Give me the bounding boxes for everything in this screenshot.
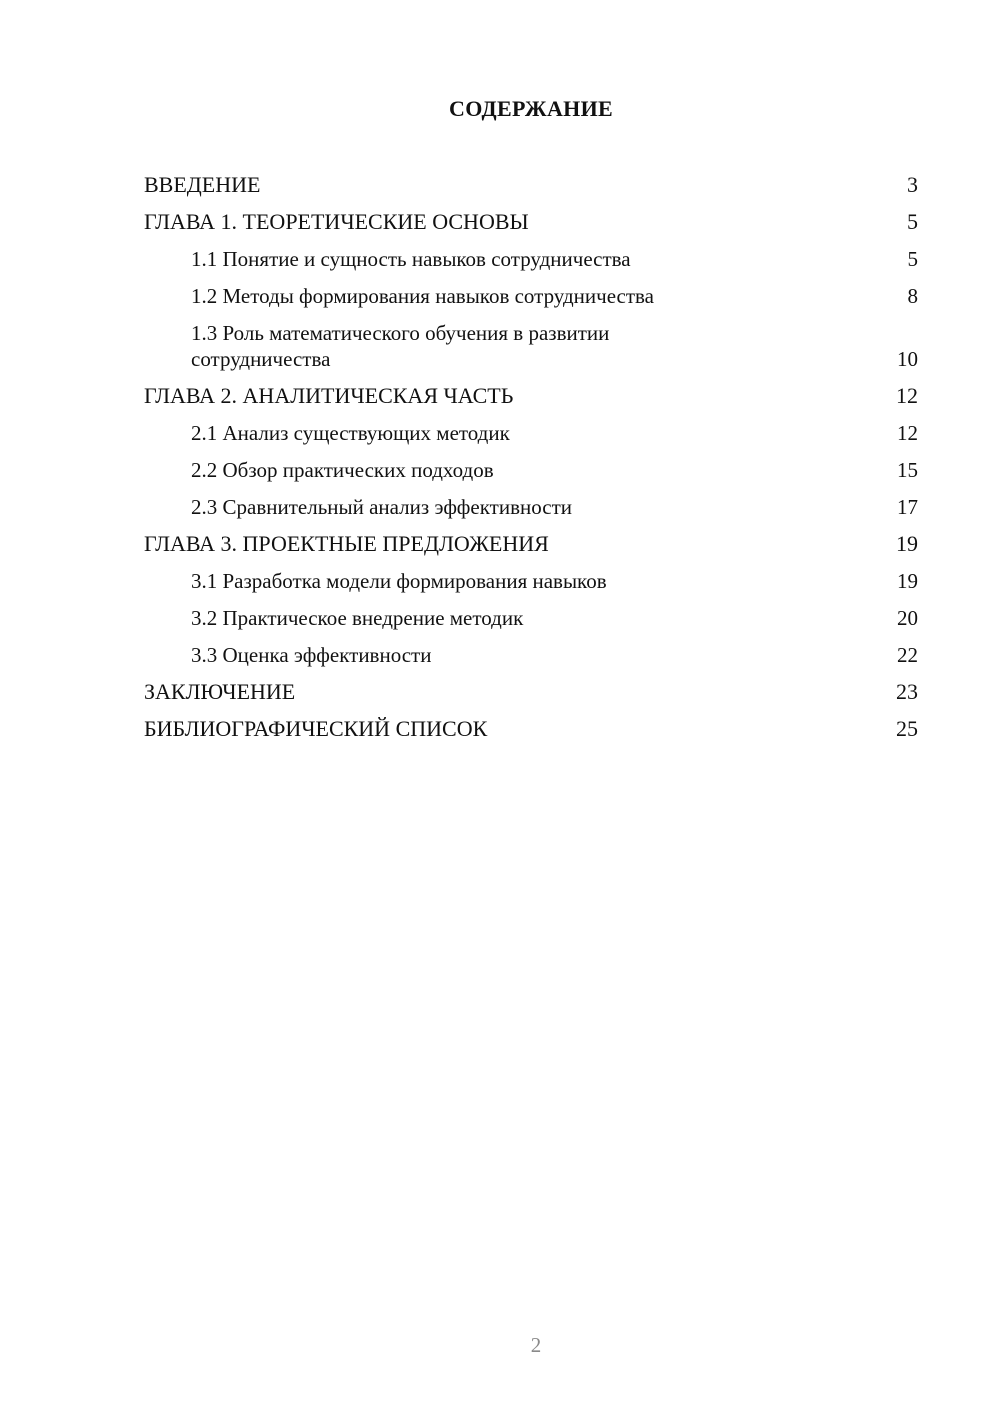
toc-subentry[interactable] xyxy=(144,277,918,314)
toc-entry[interactable] xyxy=(144,525,918,562)
toc-entry-text: 2.3 Сравнительный анализ эффективности xyxy=(191,494,572,519)
toc-entry-text: 3.2 Практическое внедрение методик xyxy=(191,605,524,630)
toc-entry-page: 12 xyxy=(896,382,918,408)
toc-entry-text: 1.3 Роль математического обучения в развитии сотрудничества xyxy=(191,320,610,371)
toc-entry-text: 1.2 Методы формирования навыков сотрудничества xyxy=(191,283,655,308)
toc-entry-page: 5 xyxy=(907,246,918,271)
toc-entry-page: 22 xyxy=(897,642,918,667)
toc-entry[interactable] xyxy=(144,166,918,203)
toc-entry-text: 1.1 Понятие и сущность навыков сотрудничества xyxy=(191,246,631,271)
toc-entry-page: 3 xyxy=(907,171,918,197)
toc-entry-text: ВВЕДЕНИЕ xyxy=(144,171,261,197)
toc-list xyxy=(144,166,918,747)
toc-entry-text: 2.2 Обзор практических подходов xyxy=(191,457,494,482)
toc-entry-page: 8 xyxy=(907,283,918,308)
toc-entry[interactable] xyxy=(144,203,918,240)
toc-subentry[interactable] xyxy=(144,562,918,599)
toc-entry-page: 23 xyxy=(896,678,918,704)
toc-subentry[interactable] xyxy=(144,314,918,377)
toc-subentry[interactable] xyxy=(144,414,918,451)
toc-entry[interactable] xyxy=(144,673,918,710)
toc-entry-page: 19 xyxy=(896,530,918,556)
toc-entry[interactable] xyxy=(144,377,918,414)
toc-entry-page: 19 xyxy=(897,568,918,593)
toc-heading: СОДЕРЖАНИЕ xyxy=(449,96,613,121)
toc-entry-text: 2.1 Анализ существующих методик xyxy=(191,420,510,445)
toc-entry-page: 10 xyxy=(897,346,918,371)
toc-subentry[interactable] xyxy=(144,636,918,673)
toc-entry-text: БИБЛИОГРАФИЧЕСКИЙ СПИСОК xyxy=(144,715,488,741)
toc-subentry[interactable] xyxy=(144,599,918,636)
toc-entry-page: 12 xyxy=(897,420,918,445)
toc-entry[interactable] xyxy=(144,710,918,747)
toc-subentry[interactable] xyxy=(144,451,918,488)
toc-entry-text: 3.3 Оценка эффективности xyxy=(191,642,432,667)
toc-entry-text: ГЛАВА 2. АНАЛИТИЧЕСКАЯ ЧАСТЬ xyxy=(144,382,514,408)
toc-entry-page: 15 xyxy=(897,457,918,482)
page-number: 2 xyxy=(530,1333,542,1357)
toc-entry-page: 5 xyxy=(907,208,918,234)
toc-entry-text: ГЛАВА 1. ТЕОРЕТИЧЕСКИЕ ОСНОВЫ xyxy=(144,208,529,234)
toc-entry-text: ЗАКЛЮЧЕНИЕ xyxy=(144,678,296,704)
toc-subentry[interactable] xyxy=(144,488,918,525)
toc-entry-page: 20 xyxy=(897,605,918,630)
toc-subentry[interactable] xyxy=(144,240,918,277)
toc-entry-page: 17 xyxy=(897,494,918,519)
toc-entry-text: 3.1 Разработка модели формирования навыков xyxy=(191,568,607,593)
toc-entry-text: ГЛАВА 3. ПРОЕКТНЫЕ ПРЕДЛОЖЕНИЯ xyxy=(144,530,549,556)
toc-entry-page: 25 xyxy=(896,715,918,741)
